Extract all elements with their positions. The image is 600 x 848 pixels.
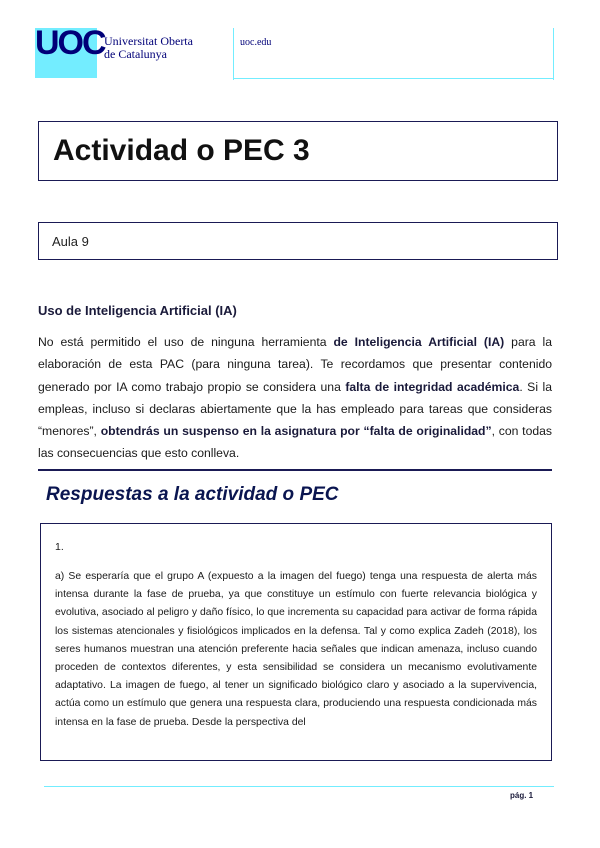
- university-website: uoc.edu: [240, 37, 272, 48]
- header-rule: [233, 78, 553, 79]
- answers-heading: Respuestas a la actividad o PEC: [46, 484, 339, 505]
- answer-text: a) Se esperaría que el grupo A (expuesto a la imagen del fuego) tenga una respuesta de alerta más intensa durante la fase de prueba, ya que constituye un estímulo con fuerte relevancia biológica y evolutiva, asociado al peligro y daño físico, lo que incrementa su capacidad para activar de forma rápida los sistemas atencionales y fisiológicos implicados en la defensa. Tal y como explica Zadeh (2018), los seres humanos muestran una atención preferente hacia señales que indican amenaza, incluso cuando proceden de contextos diferentes, y esta sensibilidad se considera un mecanismo evolutivamente adaptativo. La imagen de fuego, al tener un significado biológico claro y asociado a la supervivencia, actúa como un estímulo que genera una respuesta clara, produciendo una respuesta condicionada más intensa en la fase de prueba. Desde la perspectiva del: [55, 571, 537, 728]
- university-name: [104, 35, 193, 61]
- ai-usage-heading: Uso de Inteligencia Artificial (IA): [38, 303, 237, 318]
- ai-usage-paragraph: [38, 331, 552, 465]
- university-name-line2: de Catalunya: [104, 47, 167, 61]
- ai-text-bold3: obtendrás un suspenso en la asignatura por “falta de originalidad”: [100, 424, 492, 439]
- question-number: 1.: [55, 541, 64, 553]
- document-title: Actividad o PEC 3: [53, 134, 310, 167]
- ai-text-part1: No está permitido el uso de ninguna herramienta: [38, 335, 334, 349]
- header-divider-left: [233, 28, 234, 80]
- ai-text-bold1: de Inteligencia Artificial (IA): [333, 335, 505, 349]
- answer-box: [40, 523, 552, 761]
- footer-rule: [44, 786, 554, 787]
- header-divider-right: [553, 28, 554, 80]
- ai-text-part2: para la elaboración de esta PAC (para ninguna tarea). Te recordamos que presentar contenido generado por IA como trabajo propio se considera una: [38, 335, 553, 394]
- page-number: pág. 1: [510, 791, 534, 800]
- classroom-box: [38, 222, 558, 260]
- ai-text-part3: . Si la empleas, incluso si declaras abiertamente que la has empleado para tareas que consideras “menores”,: [38, 379, 552, 439]
- ai-text-bold2: falta de integridad académica: [345, 379, 520, 394]
- classroom-label: Aula 9: [52, 234, 89, 249]
- section-divider: [38, 469, 552, 471]
- title-box: [38, 121, 558, 181]
- document-header: [0, 0, 600, 90]
- ai-text-part4: , con todas las consecuencias que esto conlleva.: [38, 424, 552, 461]
- uoc-logo-text: UOC: [35, 24, 105, 62]
- uoc-logo: [35, 24, 105, 78]
- university-name-line1: Universitat Oberta: [104, 34, 193, 48]
